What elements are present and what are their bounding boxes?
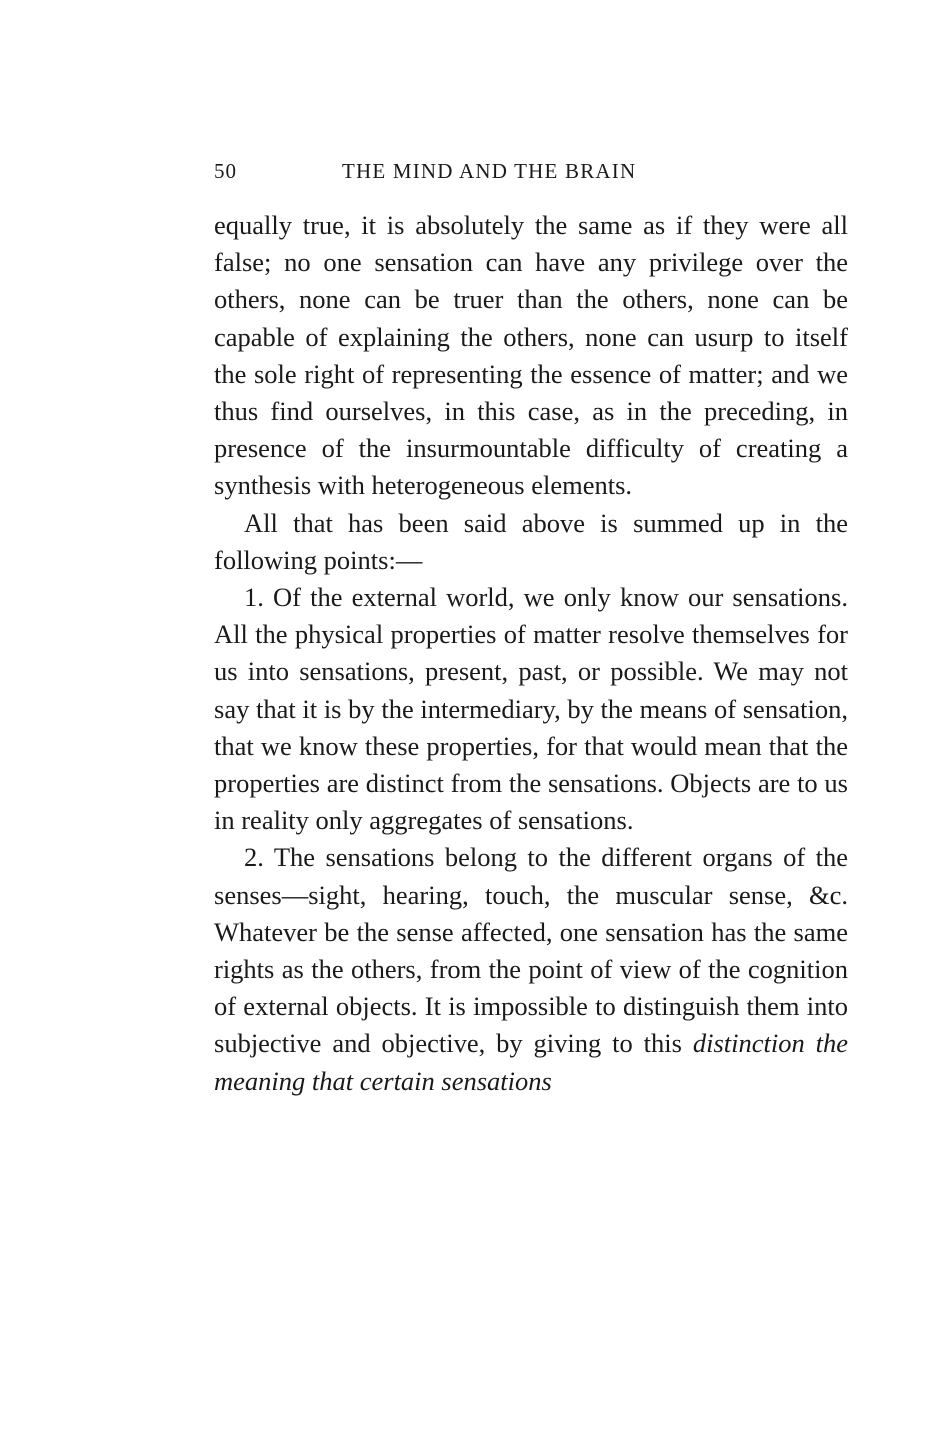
paragraph-continued: equally true, it is absolutely the same as if they were all false; no one sensation can have any privilege over the others, none can be truer than the others, none can be capable of explaining the others, none can usurp to itself the sole right of representing the essence of matter; and we thus find ourselves, in this case, as in the preceding, in presence of the insurmountable difficulty of creating a synthesis with heterogeneous elements. — [214, 210, 848, 501]
paragraph-point-2-italic: distinction the meaning that certain sensations — [214, 1028, 849, 1096]
running-title: THE MIND AND THE BRAIN — [342, 159, 637, 183]
page-number: 50 — [214, 159, 237, 183]
paragraph-point-1: 1. Of the external world, we only know our sensations. All the physical properties of matter resolve themselves for us into sensations, present, past, or possible. We may not say that it is by the intermediary, by the means of sensation, that we know these properties, for that would mean that the properties are distinct from the sensations. Objects are to us in reality only aggregates of sensations. — [214, 582, 848, 836]
paragraph-point-2 — [214, 839, 848, 1099]
running-head — [214, 155, 848, 191]
body-text — [214, 207, 848, 1100]
paragraph-summary-intro: All that has been said above is summed up in the following points:— — [214, 507, 848, 575]
book-page — [214, 155, 848, 1100]
paragraph-point-2-text: 2. The sensations belong to the different organs of the senses—sight, hearing, touch, the muscular sense, &c. Whatever be the sense affected, one sensation has the same rights as the others, from the point of view of the cognition of external objects. It is impossible to distinguish them into subjective and objective, by giving to this — [214, 842, 848, 1059]
